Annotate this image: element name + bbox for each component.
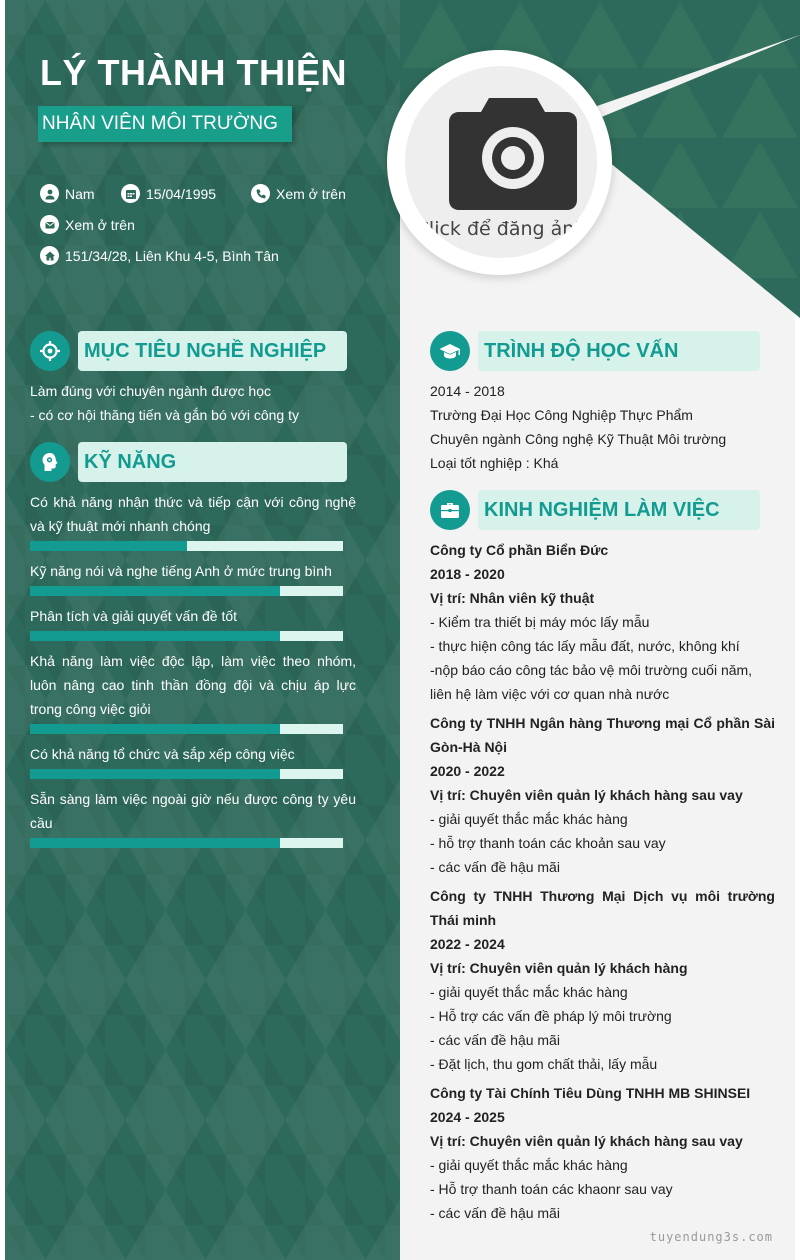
job-period: 2018 - 2020 (430, 566, 505, 582)
calendar-icon (121, 184, 140, 203)
education-body (430, 379, 770, 475)
skill-text: Kỹ năng nói và nghe tiếng Anh ở mức trung bình (30, 563, 332, 579)
experience-heading: KINH NGHIỆM LÀM VIỆC (478, 490, 760, 530)
job-period: 2024 - 2025 (430, 1109, 505, 1125)
job-task: - giải quyết thắc mắc khác hàng (430, 984, 628, 1000)
skill-level-fill (30, 586, 280, 596)
education-major: Chuyên ngành Công nghệ Kỹ Thuật Môi trường (430, 431, 727, 447)
skill-level-fill (30, 631, 280, 641)
camera-icon (447, 96, 579, 212)
job-role: Vị trí: Nhân viên kỹ thuật (430, 590, 595, 606)
skill-level-bar (30, 541, 343, 551)
person-icon (40, 184, 59, 203)
job-entry (430, 711, 775, 879)
education-school: Trường Đại Học Công Nghiệp Thực Phẩm (430, 407, 693, 423)
objective-section-header (30, 331, 347, 371)
skill-level-bar (30, 838, 343, 848)
address-value: 151/34/28, Liên Khu 4-5, Bình Tân (65, 247, 279, 264)
job-entry (430, 884, 775, 1076)
graduation-cap-icon (430, 331, 470, 371)
skill-level-fill (30, 541, 187, 551)
avatar-upload-label[interactable]: Click để đăng ảnh (415, 218, 587, 240)
job-task: - Hỗ trợ thanh toán các khaonr sau vay (430, 1181, 673, 1197)
gender-value: Nam (65, 185, 95, 202)
job-title: NHÂN VIÊN MÔI TRƯỜNG (38, 106, 292, 142)
phone-icon (251, 184, 270, 203)
job-company: Công ty Cổ phần Biển Đức (430, 542, 609, 558)
head-gear-icon (30, 442, 70, 482)
objective-line: - có cơ hội thăng tiến và gắn bó với công ty (30, 407, 299, 423)
skill-text: Sẵn sàng làm việc ngoài giờ nếu được công ty yêu cầu (30, 791, 356, 831)
job-task: - thực hiện công tác lấy mẫu đất, nước, không khí (430, 638, 740, 654)
contact-email (40, 215, 135, 234)
job-company: Công ty TNHH Ngân hàng Thương mại Cổ phần Sài Gòn-Hà Nội (430, 715, 775, 755)
job-task: - các vấn đề hậu mãi (430, 1205, 560, 1221)
skill-level-bar (30, 769, 343, 779)
skill-level-fill (30, 724, 280, 734)
experience-list (430, 538, 775, 1230)
skill-level-fill (30, 769, 280, 779)
job-task: - Hỗ trợ các vấn đề pháp lý môi trường (430, 1008, 672, 1024)
briefcase-icon (430, 490, 470, 530)
skill-text: Phân tích và giải quyết vấn đề tốt (30, 608, 238, 624)
skill-text: Khả năng làm việc độc lập, làm việc theo nhóm, luôn nâng cao tinh thần đồng đội và chịu áp lực trong công việc giỏi (30, 653, 356, 717)
site-watermark: tuyendung3s.com (649, 1230, 773, 1244)
email-value: Xem ở trên (65, 216, 135, 233)
job-period: 2022 - 2024 (430, 936, 505, 952)
job-task: - Đặt lịch, thu gom chất thải, lấy mẫu (430, 1056, 658, 1072)
experience-section-header (430, 490, 760, 530)
avatar-upload[interactable] (405, 66, 597, 258)
birthday-value: 15/04/1995 (146, 185, 217, 202)
job-period: 2020 - 2022 (430, 763, 505, 779)
job-task: - giải quyết thắc mắc khác hàng (430, 811, 628, 827)
job-role: Vị trí: Chuyên viên quản lý khách hàng sau vay (430, 787, 743, 803)
phone-value: Xem ở trên (276, 185, 346, 202)
objective-body (30, 379, 360, 427)
job-role: Vị trí: Chuyên viên quản lý khách hàng (430, 960, 688, 976)
job-task: -nộp báo cáo công tác bảo vệ môi trường cuối năm, liên hệ làm việc với cơ quan nhà nước (430, 662, 753, 702)
contact-address (40, 246, 279, 265)
objective-line: Làm đúng với chuyên ngành được học (30, 383, 271, 399)
contact-phone (251, 184, 346, 203)
skills-heading: KỸ NĂNG (78, 442, 347, 482)
job-entry (430, 538, 775, 706)
contact-birthday (121, 184, 216, 203)
education-period: 2014 - 2018 (430, 383, 505, 399)
job-task: - các vấn đề hậu mãi (430, 1032, 560, 1048)
skills-section-header (30, 442, 347, 482)
objective-heading: MỤC TIÊU NGHỀ NGHIỆP (78, 331, 347, 371)
home-icon (40, 246, 59, 265)
skill-level-bar (30, 724, 343, 734)
skill-text: Có khả năng nhận thức và tiếp cận với công nghệ và kỹ thuật mới nhanh chóng (30, 494, 356, 534)
email-icon (40, 215, 59, 234)
contact-gender (40, 184, 95, 203)
job-task: - Kiểm tra thiết bị máy móc lấy mẫu (430, 614, 650, 630)
skill-level-fill (30, 838, 280, 848)
job-task: - giải quyết thắc mắc khác hàng (430, 1157, 628, 1173)
job-task: - các vấn đề hậu mãi (430, 859, 560, 875)
target-icon (30, 331, 70, 371)
candidate-name: LÝ THÀNH THIỆN (40, 52, 347, 93)
job-company: Công ty TNHH Thương Mại Dịch vụ môi trường Thái minh (430, 888, 775, 928)
job-task: - hỗ trợ thanh toán các khoản sau vay (430, 835, 666, 851)
education-section-header (430, 331, 760, 371)
job-company: Công ty Tài Chính Tiêu Dùng TNHH MB SHINSEI (430, 1085, 751, 1101)
education-grade: Loại tốt nghiệp : Khá (430, 455, 559, 471)
skill-level-bar (30, 631, 343, 641)
job-role: Vị trí: Chuyên viên quản lý khách hàng sau vay (430, 1133, 743, 1149)
skill-text: Có khả năng tổ chức và sắp xếp công việc (30, 746, 295, 762)
education-heading: TRÌNH ĐỘ HỌC VẤN (478, 331, 760, 371)
job-entry (430, 1081, 775, 1225)
skill-level-bar (30, 586, 343, 596)
